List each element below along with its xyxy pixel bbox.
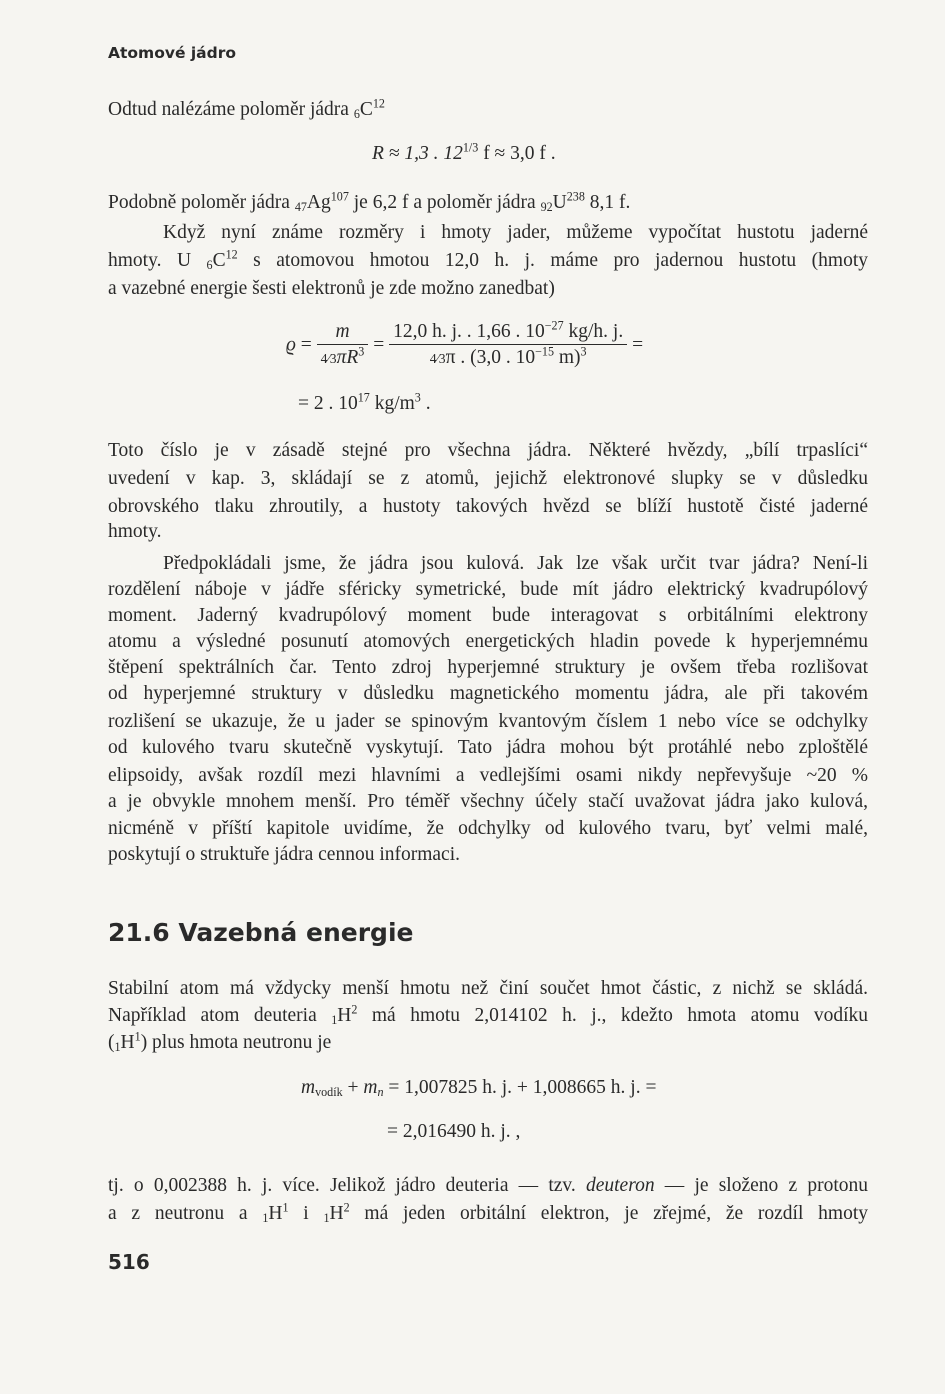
radius-equation: R ≈ 1,3 . $12^{1/3}$ f ≈ 3,0 f . <box>372 140 556 164</box>
para2-line: Předpokládali jsme, že jádra jsou kulová. Jak lze však určit tvar jádra? Není-li <box>163 553 868 574</box>
para1-line: uvedení v kap. 3, skládají se z atomů, jejichž elektronové slupky se v důsledku <box>108 468 868 489</box>
radius-intro: Odtud nalézáme poloměr jádra $_6C^{12}$ <box>108 96 385 122</box>
fraction-numeric: $\frac{12,0 h. j. . 1,66 . 10^{-27} kg/h. j.}{4⁄3\pi . (3,0 . 10^{-15} m)^3}$ <box>389 320 627 372</box>
para1-line: hmoty. <box>108 521 162 542</box>
para2-line: od hyperjemné struktury v důsledku magnetického momentu jádra, ale při takovém <box>108 683 868 704</box>
mass-sum-result: = 2,016490 h. j. , <box>387 1121 521 1142</box>
density-line-2: hmoty. U $_6C^{12}$ s atomovou hmotou 12,0 h. j. máme pro jadernou hustotu (hmoty <box>108 247 868 273</box>
para2-line: poskytují o struktuře jádra cennou informaci. <box>108 844 460 865</box>
para2-line: rozdělení náboje v jádře sféricky symetrické, bude mít jádro elektrický kvadrupólový <box>108 579 868 600</box>
para2-line: rozlišení se ukazuje, že u jader se spinovým kvantovým číslem 1 nebo více se odchylky <box>108 711 868 732</box>
para2-line: moment. Jaderný kvadrupólový moment bude interagovat s orbitálními elektrony <box>108 605 868 626</box>
density-equation: ϱ = $\frac{m}{4⁄3\pi R^3}$ = $\frac{12,0 h. j. . 1,66 . 10^{-27} kg/h. j.}{4⁄3\pi . (3,0 . 10^{-15} m)^3}$ = <box>286 320 643 372</box>
para2-line: atomu a výsledné posunutí atomových energetických hladin povede k hyperjemnému <box>108 631 868 652</box>
mass-sum-equation: $m_{vodík} + m_n = 1,007825$ h. j. + 1,008665 h. j. = <box>301 1077 657 1100</box>
binding-tail-1: tj. o 0,002388 h. j. více. Jelikož jádro deuteria — tzv. deuteron — je složeno z protonu <box>108 1175 868 1196</box>
binding-line-2: Například atom deuteria $_1H^2$ má hmotu 2,014102 h. j., kdežto hmota atomu vodíku <box>108 1002 868 1028</box>
density-result: = 2 . $10^{17}$ $kg/m^3$ . <box>298 390 431 414</box>
running-header: Atomové jádro <box>108 44 237 62</box>
binding-line-3: $(_1H^1)$ plus hmota neutronu je <box>108 1029 332 1055</box>
para1-line: obrovského tlaku zhroutily, a hustoty takových hvězd se blíží hustotě čisté jaderné <box>108 496 868 517</box>
para2-line: štěpení spektrálních čar. Tento zdroj hyperjemné struktury je ovšem třeba rozlišovat <box>108 657 868 678</box>
binding-tail-2: a z neutronu a $_1H^1$ i $_1H^2$ má jeden orbitální elektron, je zřejmé, že rozdíl hmoty <box>108 1200 868 1226</box>
similar-radii: Podobně poloměr jádra $_{47}Ag^{107}$ je 6,2 f a poloměr jádra $_{92}U^{238}$ 8,1 f. <box>108 189 631 215</box>
para2-line: elipsoidy, avšak rozdíl mezi hlavními a vedlejšími osami nikdy nepřevyšuje ~20 % <box>108 765 868 786</box>
density-line-3: a vazebné energie šesti elektronů je zde možno zanedbat) <box>108 278 555 299</box>
binding-line-1: Stabilní atom má vždycky menší hmotu než činí součet hmot částic, z nichž se skládá. <box>108 978 868 999</box>
density-line-1: Když nyní známe rozměry i hmoty jader, můžeme vypočítat hustotu jaderné <box>163 222 868 243</box>
para2-line: a je obvykle mnohem menší. Pro téměř všechny účely stačí uvažovat jádra jako kulová, <box>108 791 868 812</box>
page-number: 516 <box>108 1250 150 1274</box>
para2-line: od kulového tvaru skutečně vyskytují. Tato jádra mohou být protáhlé nebo zploštělé <box>108 737 868 758</box>
para2-line: nicméně v příští kapitole uvidíme, že odchylky od kulového tvaru, byť velmi malé, <box>108 818 868 839</box>
section-heading: 21.6 Vazebná energie <box>108 918 414 947</box>
para1-line: Toto číslo je v zásadě stejné pro všechna jádra. Některé hvězdy, „bílí trpaslíci“ <box>108 440 868 461</box>
fraction-m-over-volume: $\frac{m}{4⁄3\pi R^3}$ <box>317 320 369 372</box>
